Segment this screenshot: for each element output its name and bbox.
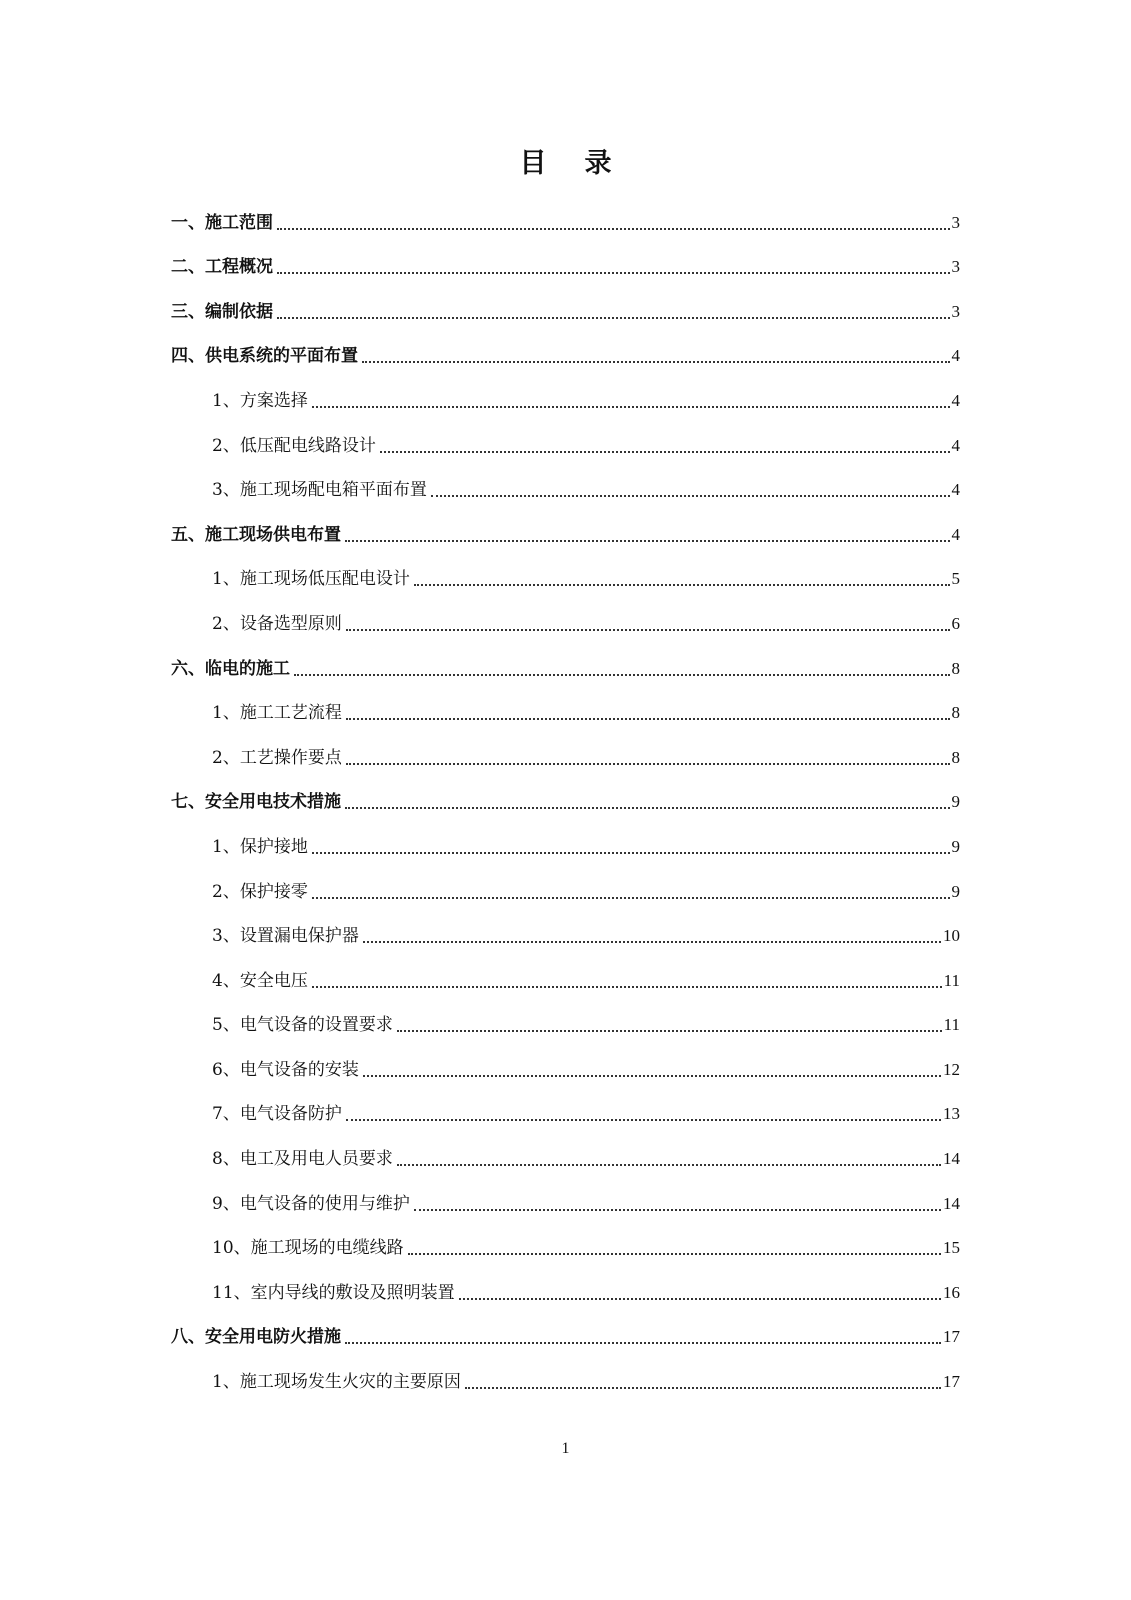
toc-entry-label: 1、方案选择 (212, 390, 308, 411)
toc-entry-page-number: 6 (951, 613, 960, 633)
toc-entry-label: 二、工程概况 (171, 257, 273, 278)
toc-dot-leader (312, 852, 950, 854)
toc-entry-page-number: 10 (943, 926, 960, 946)
toc-dot-leader (346, 1119, 941, 1121)
toc-subsection-entry[interactable] (171, 1224, 960, 1269)
toc-entry-page-number: 4 (951, 480, 960, 500)
toc-entry-label: 10、施工现场的电缆线路 (212, 1238, 404, 1259)
toc-dot-leader (397, 1030, 942, 1032)
toc-entry-page-number: 3 (951, 257, 960, 277)
toc-entry-label: 8、电工及用电人员要求 (212, 1149, 393, 1170)
toc-entry-page-number: 8 (951, 747, 960, 767)
toc-subsection-entry[interactable] (171, 822, 960, 867)
toc-entry-page-number: 3 (951, 212, 960, 232)
toc-dot-leader (363, 941, 941, 943)
toc-entry-label: 四、供电系统的平面布置 (171, 346, 358, 367)
toc-entry-page-number: 4 (951, 390, 960, 410)
toc-dot-leader (345, 1342, 941, 1344)
toc-section-entry[interactable] (171, 287, 960, 332)
toc-dot-leader (346, 718, 950, 720)
toc-entry-page-number: 11 (943, 1015, 960, 1035)
toc-subsection-entry[interactable] (171, 1357, 960, 1402)
toc-entry-page-number: 11 (943, 970, 960, 990)
toc-entry-page-number: 15 (943, 1238, 960, 1258)
toc-entry-page-number: 4 (951, 435, 960, 455)
toc-entry-page-number: 9 (951, 836, 960, 856)
toc-entry-page-number: 13 (943, 1104, 960, 1124)
toc-dot-leader (345, 807, 950, 809)
toc-subsection-entry[interactable] (171, 912, 960, 957)
toc-entry-label: 9、电气设备的使用与维护 (212, 1193, 410, 1214)
toc-entry-label: 五、施工现场供电布置 (171, 524, 341, 545)
toc-subsection-entry[interactable] (171, 867, 960, 912)
toc-entry-label: 1、施工现场低压配电设计 (212, 569, 410, 590)
toc-entry-page-number: 17 (943, 1372, 960, 1392)
toc-subsection-entry[interactable] (171, 1045, 960, 1090)
toc-entry-page-number: 16 (943, 1282, 960, 1302)
toc-entry-label: 六、临电的施工 (171, 658, 290, 679)
toc-subsection-entry[interactable] (171, 733, 960, 778)
toc-entry-label: 一、施工范围 (171, 212, 273, 233)
toc-section-entry[interactable] (171, 332, 960, 377)
toc-dot-leader (312, 986, 942, 988)
toc-entry-label: 三、编制依据 (171, 301, 273, 322)
toc-dot-leader (465, 1387, 941, 1389)
toc-entry-label: 1、施工工艺流程 (212, 703, 342, 724)
toc-dot-leader (459, 1298, 941, 1300)
toc-entry-page-number: 9 (951, 881, 960, 901)
toc-dot-leader (294, 674, 950, 676)
toc-dot-leader (431, 495, 950, 497)
toc-entry-label: 2、设备选型原则 (212, 613, 342, 634)
toc-dot-leader (363, 1075, 941, 1077)
toc-subsection-entry[interactable] (171, 555, 960, 600)
toc-entry-page-number: 9 (951, 792, 960, 812)
toc-entry-page-number: 14 (943, 1193, 960, 1213)
toc-dot-leader (414, 584, 950, 586)
toc-dot-leader (408, 1253, 941, 1255)
toc-section-entry[interactable] (171, 243, 960, 288)
toc-dot-leader (380, 451, 950, 453)
toc-entry-label: 6、电气设备的安装 (212, 1059, 359, 1080)
toc-entry-page-number: 12 (943, 1059, 960, 1079)
toc-subsection-entry[interactable] (171, 1134, 960, 1179)
toc-subsection-entry[interactable] (171, 1179, 960, 1224)
toc-entry-page-number: 3 (951, 301, 960, 321)
toc-subsection-entry[interactable] (171, 1268, 960, 1313)
toc-entry-page-number: 5 (951, 569, 960, 589)
toc-entry-label: 2、低压配电线路设计 (212, 435, 376, 456)
toc-section-entry[interactable] (171, 778, 960, 823)
toc-subsection-entry[interactable] (171, 466, 960, 511)
toc-entry-page-number: 17 (943, 1327, 960, 1347)
toc-subsection-entry[interactable] (171, 956, 960, 1001)
page-title: 目录 (519, 148, 650, 179)
toc-entry-label: 1、保护接地 (212, 836, 308, 857)
toc-dot-leader (414, 1209, 941, 1211)
toc-entry-page-number: 8 (951, 703, 960, 723)
toc-dot-leader (312, 897, 950, 899)
toc-dot-leader (397, 1164, 941, 1166)
toc-subsection-entry[interactable] (171, 421, 960, 466)
toc-entry-page-number: 4 (951, 346, 960, 366)
toc-dot-leader (346, 763, 950, 765)
toc-section-entry[interactable] (171, 1313, 960, 1358)
toc-entry-page-number: 8 (951, 658, 960, 678)
toc-entry-label: 七、安全用电技术措施 (171, 792, 341, 813)
toc-dot-leader (346, 629, 950, 631)
toc-entry-label: 1、施工现场发生火灾的主要原因 (212, 1372, 461, 1393)
footer-page-number: 1 (561, 1440, 570, 1457)
table-of-contents (171, 198, 960, 1402)
toc-subsection-entry[interactable] (171, 689, 960, 734)
toc-dot-leader (277, 317, 950, 319)
toc-entry-label: 5、电气设备的设置要求 (212, 1015, 393, 1036)
toc-entry-label: 3、设置漏电保护器 (212, 926, 359, 947)
toc-dot-leader (277, 228, 950, 230)
toc-section-entry[interactable] (171, 510, 960, 555)
toc-entry-label: 11、室内导线的敷设及照明装置 (212, 1282, 455, 1303)
toc-entry-label: 7、电气设备防护 (212, 1104, 342, 1125)
toc-entry-page-number: 4 (951, 524, 960, 544)
toc-dot-leader (277, 272, 950, 274)
toc-dot-leader (345, 540, 950, 542)
toc-entry-page-number: 14 (943, 1149, 960, 1169)
toc-subsection-entry[interactable] (171, 599, 960, 644)
toc-entry-label: 2、保护接零 (212, 881, 308, 902)
toc-subsection-entry[interactable] (171, 376, 960, 421)
toc-dot-leader (312, 406, 950, 408)
toc-section-entry[interactable] (171, 198, 960, 243)
toc-section-entry[interactable] (171, 644, 960, 689)
toc-entry-label: 2、工艺操作要点 (212, 747, 342, 768)
toc-subsection-entry[interactable] (171, 1001, 960, 1046)
toc-entry-label: 4、安全电压 (212, 970, 308, 991)
toc-entry-label: 八、安全用电防火措施 (171, 1327, 341, 1348)
toc-dot-leader (362, 361, 950, 363)
toc-subsection-entry[interactable] (171, 1090, 960, 1135)
toc-entry-label: 3、施工现场配电箱平面布置 (212, 480, 427, 501)
